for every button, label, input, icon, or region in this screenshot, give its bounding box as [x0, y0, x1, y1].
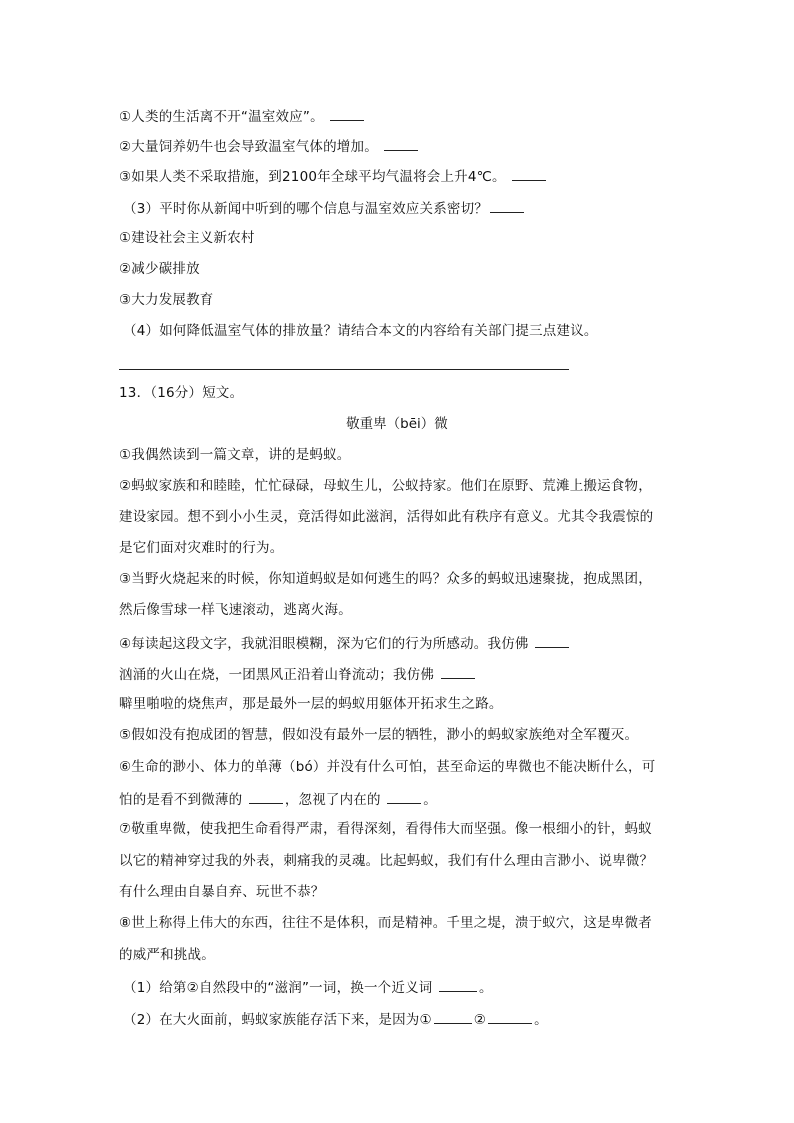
paragraph-3-line-2: 然后像雪球一样飞速滚动，逃离火海。 — [119, 602, 352, 618]
answer-blank-q3[interactable] — [490, 198, 524, 213]
paragraph-3-line-1: ③当野火烧起来的时候，你知道蚂蚁是如何逃生的吗？众多的蚂蚁迅速聚拢，抱成黑团， — [119, 571, 652, 587]
statement-2: ②大量饲养奶牛也会导致温室气体的增加。 — [119, 136, 420, 156]
answer-blank-s2b[interactable] — [488, 1009, 532, 1024]
question-4: （4）如何降低温室气体的排放量？请结合本文的内容给有关部门提三点建议。 — [123, 323, 598, 339]
answer-blank-s1[interactable] — [439, 977, 477, 992]
question-3: （3）平时你从新闻中听到的哪个信息与温室效应关系密切？ — [123, 198, 526, 218]
passage-title: 敬重卑（bēi）微 — [346, 416, 448, 432]
answer-blank-p4a[interactable] — [535, 633, 569, 648]
q13-header: 13．（16分）短文。 — [119, 385, 244, 401]
option-3: ③大力发展教育 — [119, 292, 214, 308]
paragraph-4-line-3: 噼里啪啦的烧焦声，那是最外一层的蚂蚁用躯体开拓求生之路。 — [119, 696, 503, 712]
statement-1: ①人类的生活离不开“温室效应”。 — [119, 106, 366, 126]
paragraph-7-line-3: 有什么理由自暴自弃、玩世不恭？ — [119, 884, 325, 900]
paragraph-4-line-1: ④每读起这段文字，我就泪眼模糊，深为它们的行为所感动。我仿佛 — [119, 633, 571, 653]
answer-line-q4[interactable] — [119, 369, 569, 370]
statement-3: ③如果人类不采取措施，到2100年全球平均气温将会上升4℃。 — [119, 166, 548, 186]
answer-blank-1[interactable] — [330, 106, 364, 121]
paragraph-1: ①我偶然读到一篇文章，讲的是蚂蚁。 — [119, 447, 351, 463]
sub-question-1: （1）给第②自然段中的“滋润”一词，换一个近义词 。 — [123, 977, 493, 997]
answer-blank-p4b[interactable] — [441, 664, 475, 679]
paragraph-2-line-3: 是它们面对灾难时的行为。 — [119, 540, 284, 556]
paragraph-4-line-2: 汹涌的火山在烧，一团黑风正沿着山脊流动；我仿佛 — [119, 664, 477, 684]
paragraph-2-line-2: 建设家园。想不到小小生灵，竟活得如此滋润，活得如此有秩序有意义。尤其令我震惊的 — [119, 509, 654, 525]
paragraph-8-line-2: 的威严和挑战。 — [119, 947, 215, 963]
paragraph-5: ⑤假如没有抱成团的智慧，假如没有最外一层的牺牲，渺小的蚂蚁家族绝对全军覆灭。 — [119, 727, 639, 743]
answer-blank-s2a[interactable] — [434, 1009, 472, 1024]
paragraph-2-line-1: ②蚂蚁家族和和睦睦，忙忙碌碌，母蚁生儿，公蚁持家。他们在原野、荒滩上搬运食物， — [119, 478, 652, 494]
option-2: ②减少碳排放 — [119, 261, 200, 277]
paragraph-8-line-1: ⑧世上称得上伟大的东西，往往不是体积，而是精神。千里之堤，溃于蚁穴，这是卑微者 — [119, 915, 652, 931]
answer-blank-p6a[interactable] — [249, 789, 283, 804]
option-1: ①建设社会主义新农村 — [119, 230, 255, 246]
paragraph-6-line-2: 怕的是看不到微薄的 ，忽视了内在的 。 — [119, 789, 437, 809]
paragraph-6-line-1: ⑥生命的渺小、体力的单薄（bó）并没有什么可怕，甚至命运的卑微也不能决断什么，可 — [119, 759, 656, 775]
paragraph-7-line-2: 以它的精神穿过我的外表，刺痛我的灵魂。比起蚂蚁，我们有什么理由言渺小、说卑微？ — [119, 853, 654, 869]
answer-blank-3[interactable] — [512, 166, 546, 181]
answer-blank-2[interactable] — [384, 136, 418, 151]
sub-question-2: （2）在大火面前，蚂蚁家族能存活下来，是因为① ② 。 — [123, 1009, 548, 1029]
paragraph-7-line-1: ⑦敬重卑微，使我把生命看得严肃，看得深刻，看得伟大而坚强。像一根细小的针，蚂蚁 — [119, 821, 652, 837]
answer-blank-p6b[interactable] — [387, 789, 421, 804]
